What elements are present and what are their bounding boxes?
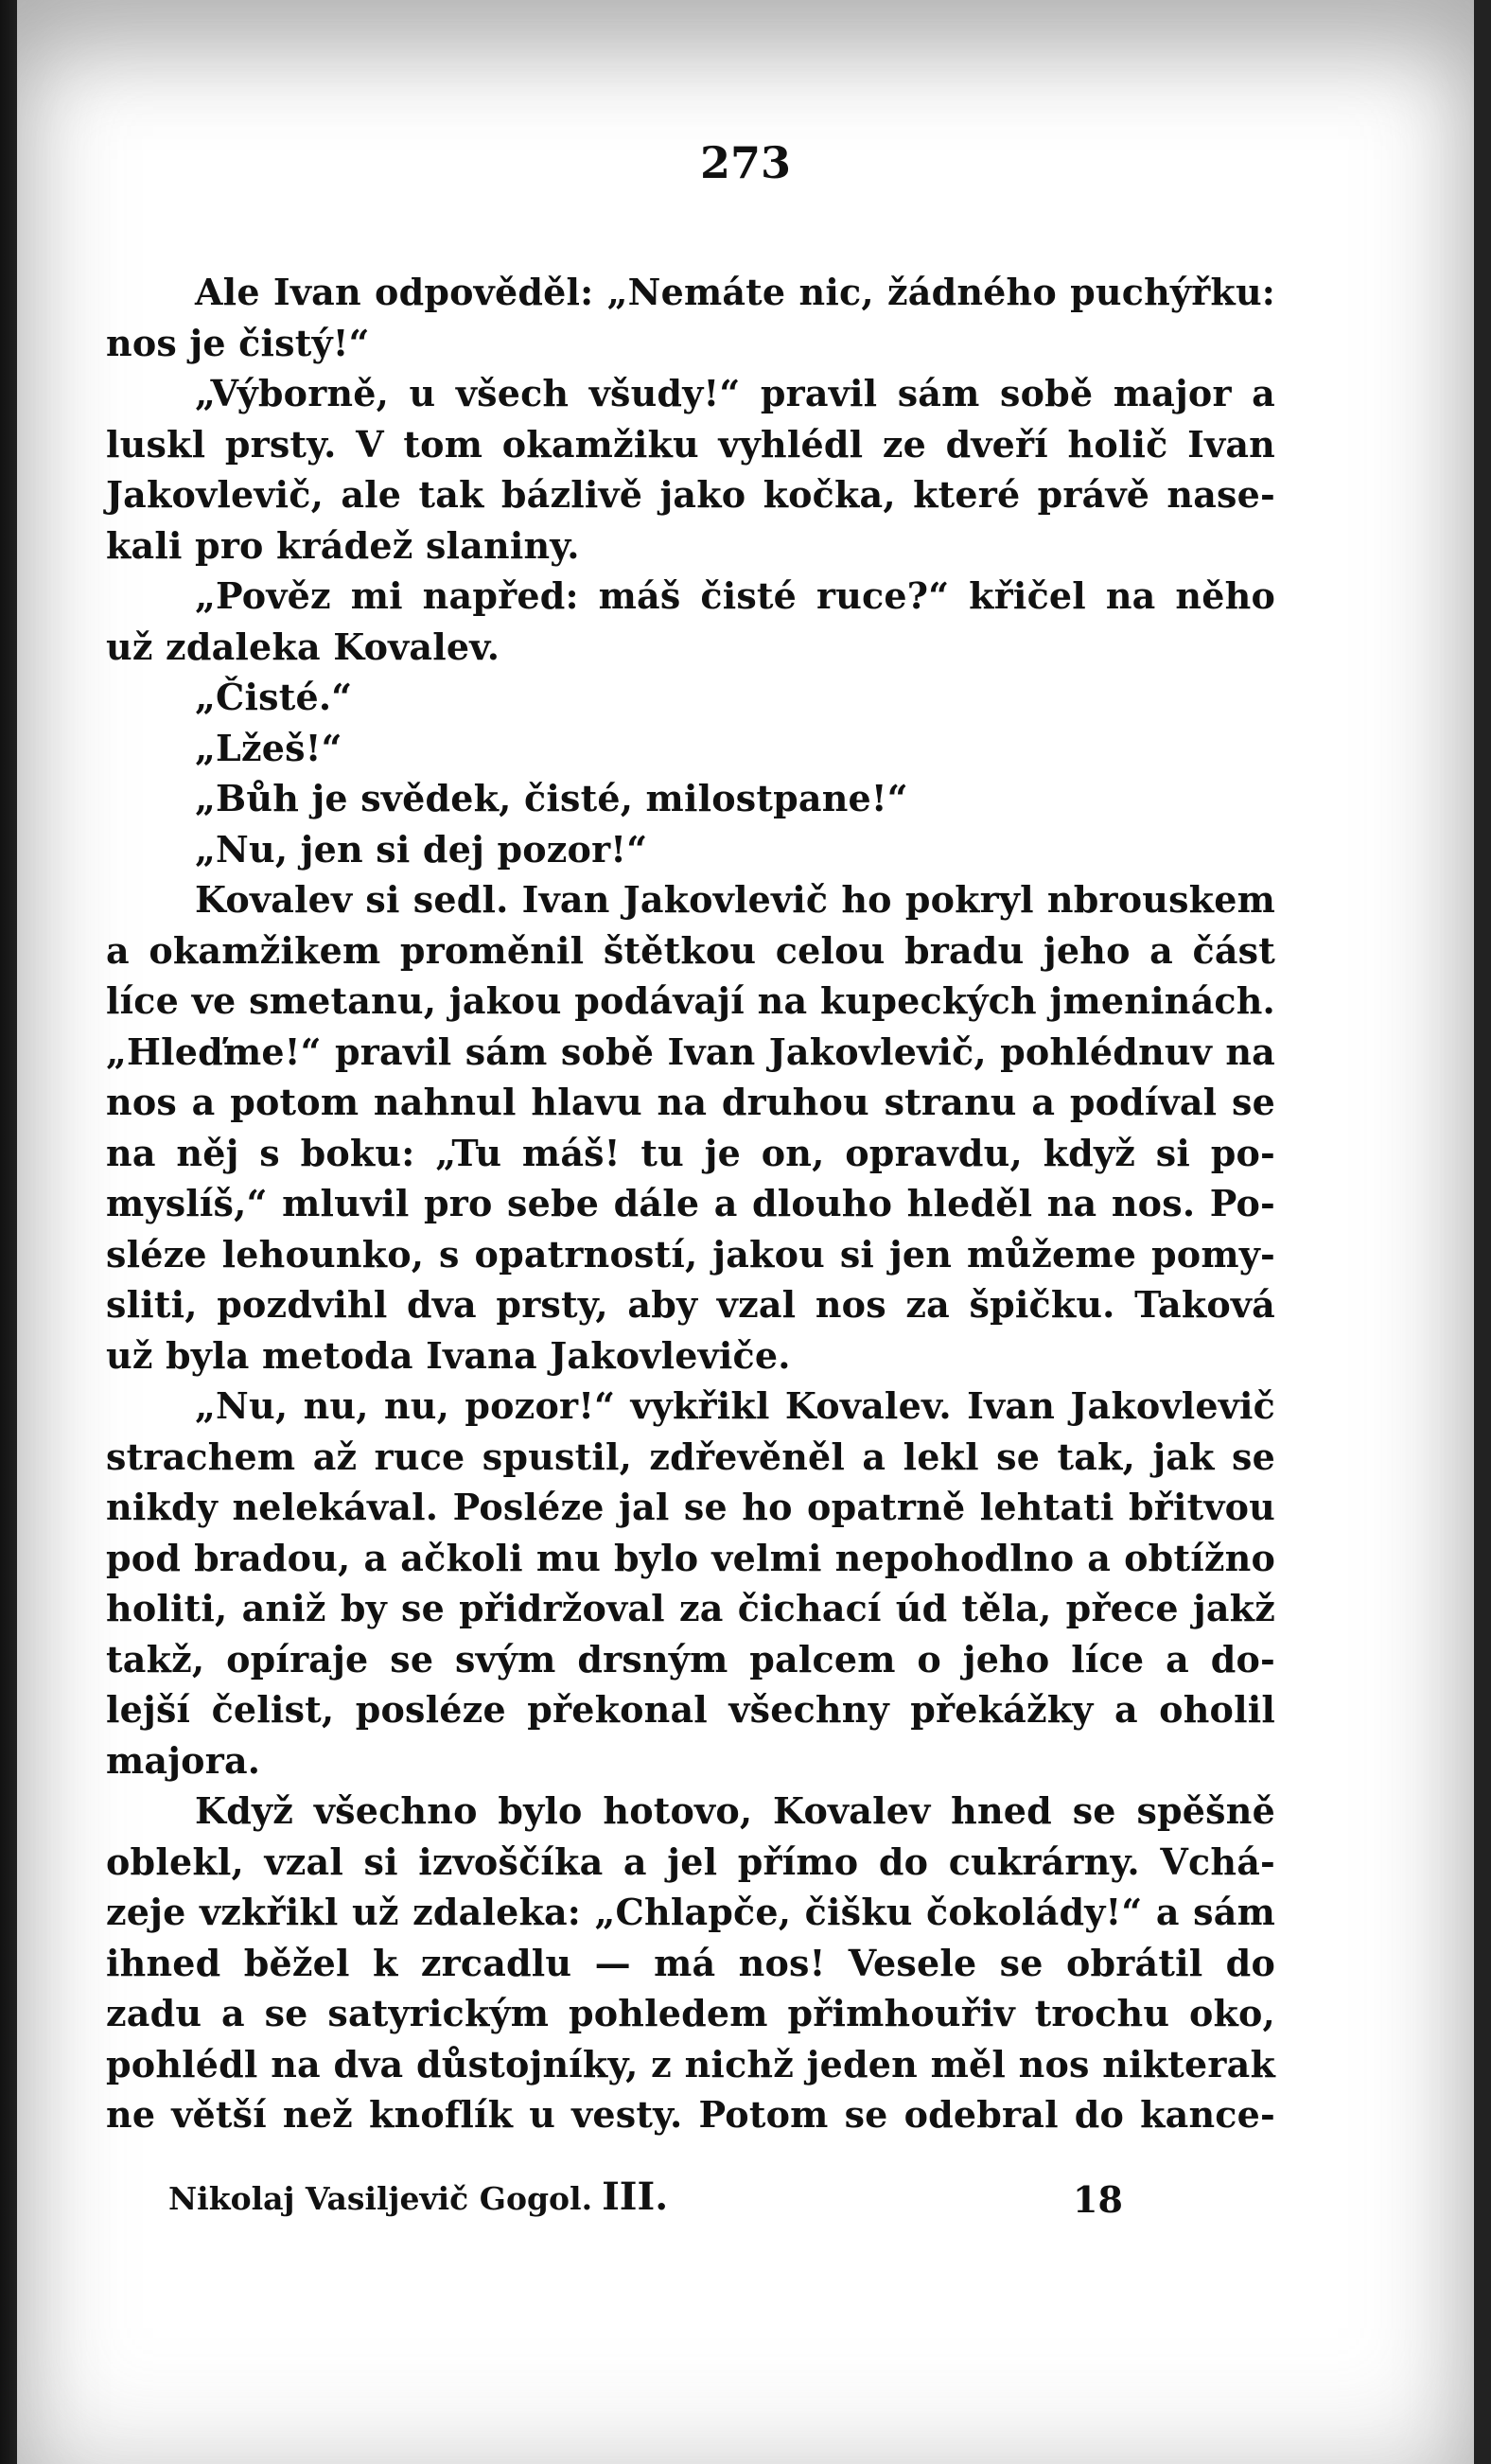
text-line: pohlédl na dva důstojníky, z nichž jeden měl nos nikterak: [106, 2042, 1275, 2086]
text-line: „Nu, jen si dej pozor!“: [195, 827, 648, 871]
text-line: Ale Ivan odpověděl: „Nemáte nic, žádného puchýřku:: [195, 271, 1275, 313]
text-line: už zdaleka Kovalev.: [106, 625, 500, 668]
text-line: oblekl, vzal si izvoščíka a jel přímo do cukrárny. Vchá-: [106, 1839, 1275, 1883]
text-line: „Pověz mi napřed: máš čisté ruce?“ křičel na něho: [195, 574, 1275, 617]
text-line: „Čisté.“: [195, 676, 353, 718]
text-line: nos je čistý!“: [106, 321, 370, 364]
text-line: na něj s boku: „Tu máš! tu je on, opravdu, když si po-: [106, 1131, 1275, 1174]
body-text: [106, 267, 1275, 2140]
text-line: majora.: [106, 1738, 261, 1782]
text-line: „Výborně, u všech všudy!“ pravil sám sobě major a: [195, 372, 1275, 414]
book-page: [17, 0, 1474, 2464]
text-line: lejší čelist, posléze překonal všechny překážky a oholil: [106, 1688, 1275, 1731]
text-line: pod bradou, a ačkoli mu bylo velmi nepohodlno a obtížno: [106, 1536, 1275, 1579]
text-line: nos a potom nahnul hlavu na druhou stranu a podíval se: [106, 1081, 1275, 1123]
text-line: sliti, pozdvihl dva prsty, aby vzal nos za špičku. Taková: [106, 1283, 1275, 1326]
text-line: a okamžikem proměnil štětkou celou bradu jeho a část: [106, 928, 1275, 972]
text-line: „Bůh je svědek, čisté, milostpane!“: [195, 777, 908, 819]
text-line: „Nu, nu, nu, pozor!“ vykřikl Kovalev. Ivan Jakovlevič: [195, 1384, 1275, 1427]
footer-volume: III.: [602, 2174, 669, 2219]
sheet-number: 18: [1073, 2178, 1123, 2221]
text-line: zadu a se satyrickým pohledem přimhouřiv trochu oko,: [106, 1992, 1275, 2034]
text-line: Jakovlevič, ale tak bázlivě jako kočka, které právě nase-: [106, 473, 1275, 516]
text-line: strachem až ruce spustil, zdřevěněl a lekl se tak, jak se: [106, 1434, 1275, 1478]
text-line: Když všechno bylo hotovo, Kovalev hned se spěšně: [195, 1789, 1275, 1832]
text-line: luskl prsty. V tom okamžiku vyhlédl ze dveří holič Ivan: [106, 422, 1275, 466]
text-line: líce ve smetanu, jakou podávají na kupeckých jmeninách.: [106, 979, 1275, 1022]
text-line: zeje vzkřikl už zdaleka: „Chlapče, čišku čokolády!“ a sám: [106, 1891, 1275, 1933]
text-line: nikdy nelekával. Posléze jal se ho opatrně lehtati břitvou: [106, 1486, 1275, 1528]
page-number: 273: [699, 137, 792, 188]
text-line: ihned běžel k zrcadlu — má nos! Vesele se obrátil do: [106, 1941, 1275, 1984]
text-line: Kovalev si sedl. Ivan Jakovlevič ho pokryl nbrouskem: [195, 878, 1275, 921]
text-line: takž, opíraje se svým drsným palcem o jeho líce a do-: [106, 1637, 1275, 1681]
text-line: holiti, aniž by se přidržoval za čichací úd těla, přece jakž: [106, 1587, 1275, 1629]
text-line: ne větší než knoflík u vesty. Potom se odebral do kance-: [106, 2093, 1275, 2136]
text-line: sléze lehounko, s opatrností, jakou si jen můžeme pomy-: [106, 1232, 1275, 1276]
text-line: už byla metoda Ivana Jakovleviče.: [106, 1333, 791, 1377]
text-line: myslíš,“ mluvil pro sebe dále a dlouho hleděl na nos. Po-: [106, 1182, 1275, 1224]
footer-author: Nikolaj Vasiljevič Gogol.: [168, 2180, 593, 2217]
footer-signature: [168, 2174, 668, 2219]
page-content: [17, 0, 1474, 2464]
text-line: kali pro krádež slaniny.: [106, 523, 580, 567]
text-line: „Lžeš!“: [195, 726, 342, 769]
text-line: „Hleďme!“ pravil sám sobě Ivan Jakovlevič, pohlédnuv na: [106, 1030, 1275, 1073]
page-footer: [168, 2174, 1123, 2231]
